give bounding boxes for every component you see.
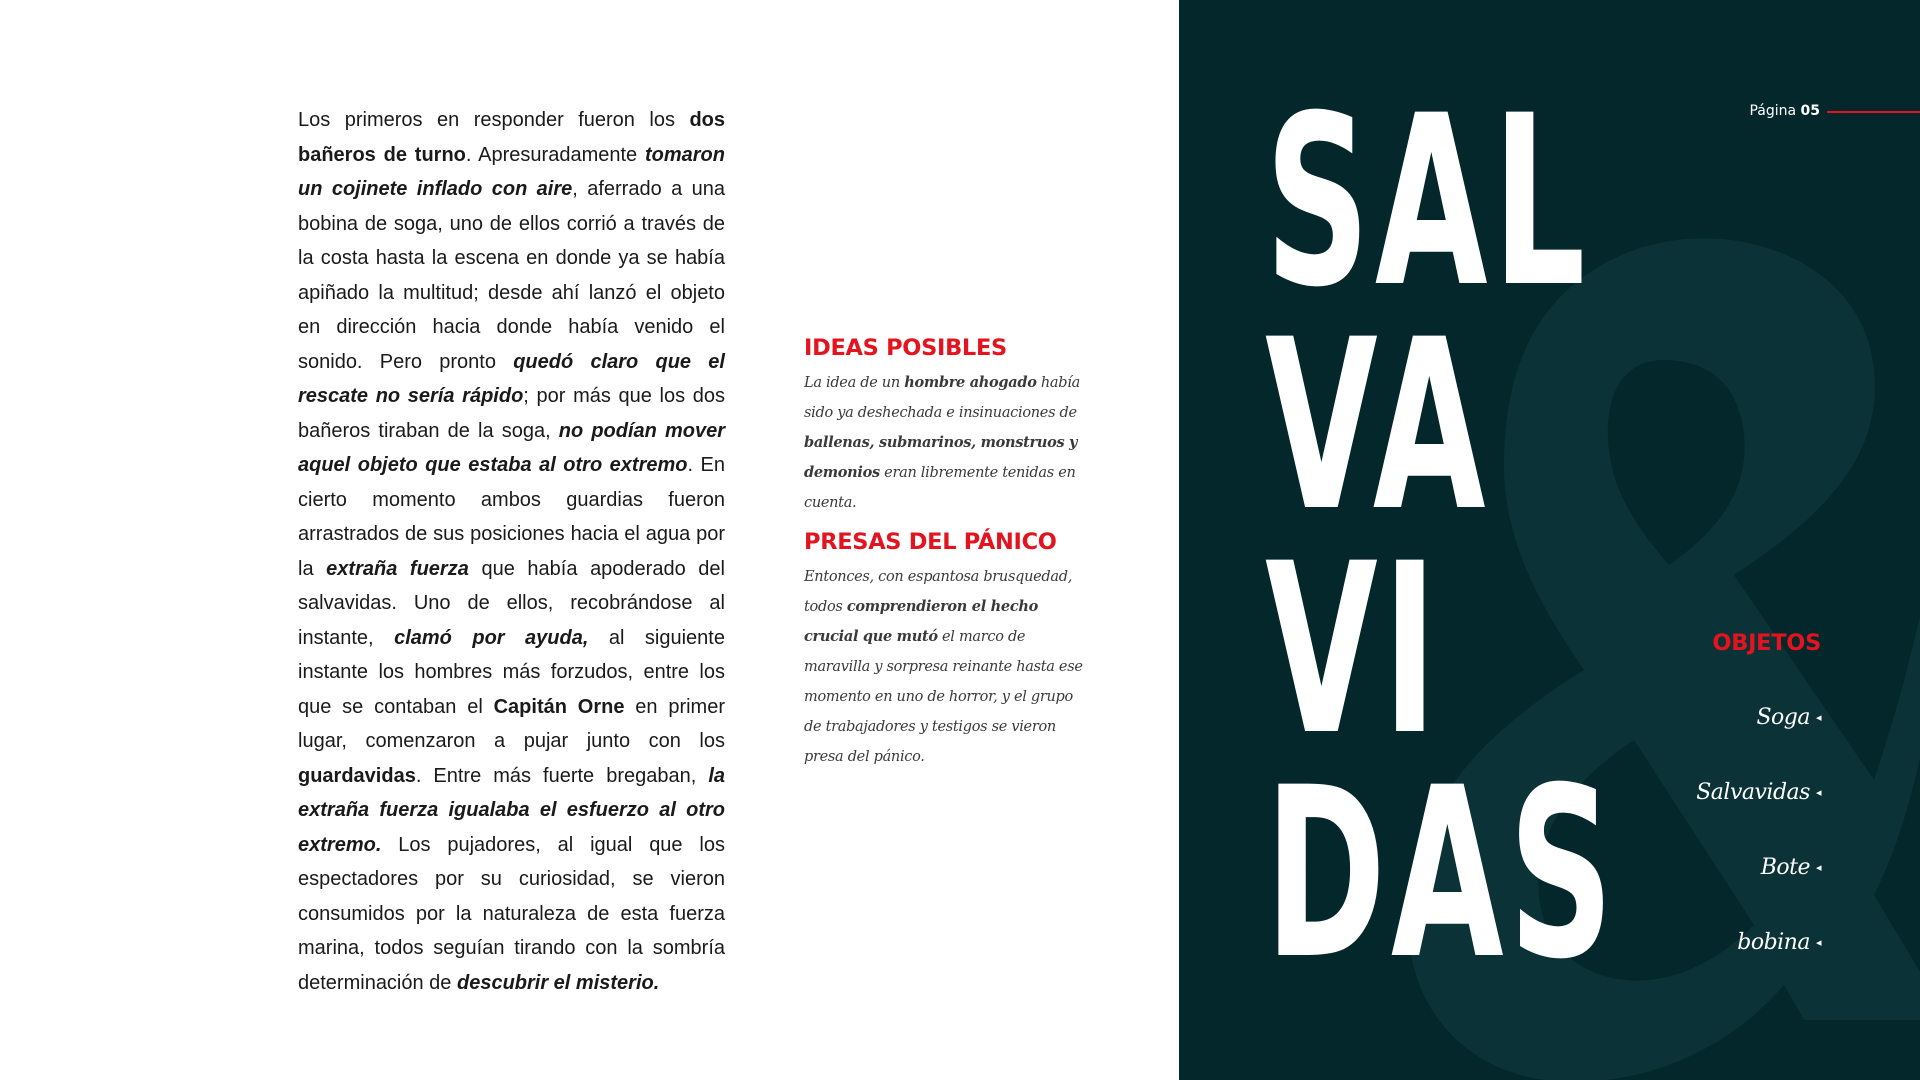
body-text: . En cierto momento ambos guardias fueron arrastrados de sus posiciones hacia el agua por la [298, 454, 725, 580]
page-rule [1827, 111, 1920, 113]
body-text: eran libremente tenidas en cuenta. [804, 465, 1076, 511]
object-item-label: Salvavidas [1696, 780, 1810, 805]
sidebar-presas-del-panico [804, 528, 1094, 772]
object-item-bote[interactable] [1696, 855, 1821, 930]
title-word-line-1: SAL [1265, 66, 1591, 339]
page-number: 05 [1800, 103, 1820, 119]
emphasis-text: tomaron un cojinete inflado con aire [298, 143, 725, 200]
object-item-label: bobina [1737, 930, 1810, 955]
title-panel [1179, 0, 1920, 1080]
body-text: había sido ya deshechada e insinuaciones de [804, 375, 1080, 421]
article-body [298, 103, 725, 1000]
objects-list [1696, 705, 1821, 1005]
emphasis-text: ballenas, submarinos, monstruos y demonios [804, 434, 1078, 481]
object-item-label: Soga [1756, 705, 1810, 730]
title-word-line-4: DAS [1265, 738, 1619, 1011]
emphasis-text: clamó por ayuda, [394, 626, 589, 649]
page-indicator [1749, 103, 1820, 119]
body-text: Los pujadores, al igual que los espectadores por su curiosidad, se vieron consumidos por la naturaleza de esta fuerza marina, todos seguían tirando con la sombría determinación de [298, 833, 725, 994]
body-text: que había apoderado del salvavidas. Uno de ellos, recobrándose al instante, [298, 557, 725, 649]
body-text: Los primeros en responder fueron los [298, 109, 690, 131]
emphasis-text: comprendieron el hecho crucial que mutó [804, 598, 1038, 645]
sidebar-ideas-posibles [804, 334, 1094, 518]
object-item-salvavidas[interactable] [1696, 780, 1821, 855]
body-text: el marco de maravilla y sorpresa reinante hasta ese momento en uno de horror, y el grupo de trabajadores y testigos se vieron presa del pánico. [804, 629, 1083, 765]
left-triangle-icon: ◂ [1815, 861, 1821, 874]
emphasis-text: no podían mover aquel objeto que estaba al otro extremo [298, 419, 726, 476]
presas-heading: PRESAS DEL PÁNICO [804, 529, 1057, 555]
object-item-label: Bote [1760, 855, 1810, 880]
left-triangle-icon: ◂ [1815, 936, 1821, 949]
emphasis-text: descubrir el misterio. [456, 971, 660, 994]
body-text: La idea de un [804, 375, 905, 391]
objects-heading: OBJETOS [1712, 630, 1821, 656]
title-word-line-3: VI [1265, 514, 1442, 787]
ideas-text [804, 368, 1094, 518]
body-text: en primer lugar, comenzaron a pujar junto con los [298, 695, 725, 752]
title-word-line-2: VA [1265, 290, 1491, 563]
body-text: Entonces, con espantosa brusquedad, todos [804, 569, 1073, 615]
emphasis-text: hombre ahogado [904, 374, 1037, 391]
body-text: , aferrado a una bobina de soga, uno de ellos corrió a través de la costa hasta la escena en donde ya se había apiñado la multitud; desde ahí lanzó el objeto en dirección hacia donde había venido el sonido. Pero pronto [298, 178, 725, 373]
page-label: Página [1749, 103, 1797, 119]
emphasis-text: dos bañeros de turno [298, 109, 725, 166]
body-text: ; por más que los dos bañeros tiraban de la soga, [298, 385, 726, 442]
body-text: al siguiente instante los hombres más forzudos, entre los que se contaban el [298, 626, 725, 718]
ideas-heading: IDEAS POSIBLES [804, 335, 1007, 361]
body-text: . Apresuradamente [465, 143, 645, 166]
body-text: . Entre más fuerte bregaban, [415, 764, 709, 787]
emphasis-text: Capitán Orne [493, 695, 625, 718]
left-triangle-icon: ◂ [1815, 711, 1821, 724]
left-triangle-icon: ◂ [1815, 786, 1821, 799]
object-item-soga[interactable] [1696, 705, 1821, 780]
emphasis-text: la extraña fuerza igualaba el esfuerzo al otro extremo. [298, 764, 725, 856]
emphasis-text: extraña fuerza [326, 557, 469, 580]
presas-text [804, 562, 1094, 772]
emphasis-text: guardavidas [298, 764, 416, 787]
object-item-bobina[interactable] [1696, 930, 1821, 1005]
emphasis-text: quedó claro que el rescate no sería rápido [298, 350, 725, 407]
